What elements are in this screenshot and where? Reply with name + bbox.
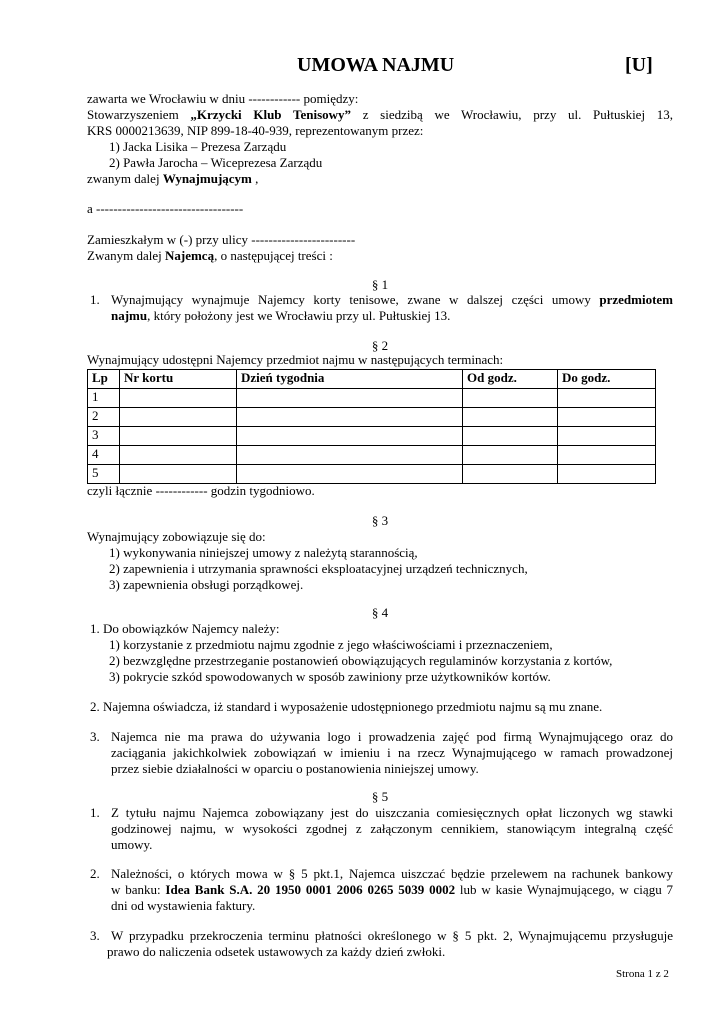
residence-line: Zamieszkałym w (-) przy ulicy ------------------------ xyxy=(87,232,356,247)
intro-line: Zwanym dalej Najemcą, o następującej treści : xyxy=(87,248,333,263)
page-number: Strona 1 z 2 xyxy=(616,968,669,980)
table-cell xyxy=(120,446,237,465)
paragraph-line: najmu, który położony jest we Wrocławiu przy ul. Pułtuskiej 13. xyxy=(111,308,451,323)
table-cell xyxy=(120,408,237,427)
document-title: UMOWA NAJMU xyxy=(297,54,455,76)
table-cell xyxy=(558,408,656,427)
table-row xyxy=(88,389,656,408)
table-cell: 3 xyxy=(88,427,120,446)
paragraph-line: W przypadku przekroczenia terminu płatności określonego w § 5 pkt. 2, Wynajmującemu przysługuje xyxy=(111,928,673,943)
table-cell xyxy=(120,465,237,484)
table-cell xyxy=(558,427,656,446)
list-item: 2) zapewnienia i utrzymania sprawności eksploatacyjnej urządzeń technicznych, xyxy=(109,561,528,576)
table-cell xyxy=(120,389,237,408)
intro-line: KRS 0000213639, NIP 899-18-40-939, reprezentowanym przez: xyxy=(87,123,424,138)
list-item: 3) zapewnienia obsługi porządkowej. xyxy=(109,577,304,592)
paragraph-line: przez siebie działalności w oparciu o postanowienia niniejszej umowy. xyxy=(111,761,479,776)
table-cell xyxy=(558,465,656,484)
table-row xyxy=(88,446,656,465)
paragraph-line: 1. Do obowiązków Najemcy należy: xyxy=(90,621,280,636)
table-cell xyxy=(463,446,558,465)
representative-item: 1) Jacka Lisika – Prezesa Zarządu xyxy=(109,139,287,154)
terms-table xyxy=(87,369,656,484)
table-cell xyxy=(463,408,558,427)
paragraph-number: 1. xyxy=(90,805,100,820)
paragraph-number: 3. xyxy=(90,729,100,744)
column-header: Od godz. xyxy=(463,370,558,389)
table-cell xyxy=(237,427,463,446)
paragraph-line: Wynajmujący zobowiązuje się do: xyxy=(87,529,266,544)
table-row xyxy=(88,465,656,484)
table-cell: 4 xyxy=(88,446,120,465)
paragraph-line: Należności, o których mowa w § 5 pkt.1, Najemca uiszczać będzie przelewem na rachunek bankowy xyxy=(111,866,673,881)
party-line: a ---------------------------------- xyxy=(87,201,244,216)
list-item: 2) bezwzględne przestrzeganie postanowień obowiązujących regulaminów korzystania z kortów, xyxy=(109,653,613,668)
list-item: 3) pokrycie szkód spowodowanych w sposób zawiniony prze użytkowników kortów. xyxy=(109,669,551,684)
list-item: 1) korzystanie z przedmiotu najmu zgodnie z jego właściwościami i przeznaczeniem, xyxy=(109,637,553,652)
section-heading: § 5 xyxy=(371,789,389,804)
list-item: 1) wykonywania niniejszej umowy z należytą starannością, xyxy=(109,545,418,560)
paragraph-number: 2. xyxy=(90,866,100,881)
representative-item: 2) Pawła Jarocha – Wiceprezesa Zarządu xyxy=(109,155,323,170)
table-row xyxy=(88,427,656,446)
column-header: Dzień tygodnia xyxy=(237,370,463,389)
paragraph-line: dni od wystawienia faktury. xyxy=(111,898,256,913)
paragraph-line: w banku: Idea Bank S.A. 20 1950 0001 2006 0265 5039 0002 lub w kasie Wynajmującego, w ciągu 7 xyxy=(111,882,674,897)
table-cell xyxy=(237,408,463,427)
table-row xyxy=(88,408,656,427)
table-cell xyxy=(237,389,463,408)
table-cell xyxy=(558,446,656,465)
paragraph-line: Wynajmujący wynajmuje Najemcy korty tenisowe, zwane w dalszej części umowy przedmiotem xyxy=(111,292,673,307)
paragraph-number: 1. xyxy=(90,292,100,307)
intro-line: zwanym dalej Wynajmującym , xyxy=(87,171,259,186)
document-marker: [U] xyxy=(625,54,653,76)
paragraph-line: prawo do naliczenia odsetek ustawowych za każdy dzień zwłoki. xyxy=(107,944,446,959)
table-cell: 5 xyxy=(88,465,120,484)
table-cell xyxy=(463,465,558,484)
section-heading: § 2 xyxy=(371,338,389,353)
paragraph-line: czyli łącznie ------------ godzin tygodniowo. xyxy=(87,483,315,498)
paragraph-line: zaciągania jakichkolwiek zobowiązań w imieniu i na rzecz Wynajmującego w ramach prowadzonej xyxy=(111,745,673,760)
paragraph-line: godzinowej najmu, w wysokości zgodnej z załączonym cennikiem, stanowiącym integralną część xyxy=(111,821,673,836)
table-cell xyxy=(463,427,558,446)
column-header: Nr kortu xyxy=(120,370,237,389)
paragraph-line: 2. Najemna oświadcza, iż standard i wyposażenie udostępnionego przedmiotu najmu są mu znane. xyxy=(90,699,603,714)
intro-line: Stowarzyszeniem „Krzycki Klub Tenisowy” z siedzibą we Wrocławiu, przy ul. Pułtuskiej 13, xyxy=(87,107,673,122)
paragraph-line: Najemca nie ma prawa do używania logo i prowadzenia zajęć pod firmą Wynajmującego oraz do xyxy=(111,729,673,744)
table-cell: 2 xyxy=(88,408,120,427)
paragraph-line: Wynajmujący udostępni Najemcy przedmiot najmu w następujących terminach: xyxy=(87,352,504,367)
table-header-row xyxy=(88,370,656,389)
table-cell xyxy=(237,465,463,484)
table-cell xyxy=(463,389,558,408)
section-heading: § 1 xyxy=(371,277,389,292)
intro-line: zawarta we Wrocławiu w dniu ------------ pomiędzy: xyxy=(87,91,359,106)
paragraph-line: Z tytułu najmu Najemca zobowiązany jest do uiszczania comiesięcznych opłat liczonych wg stawki xyxy=(111,805,673,820)
table-cell: 1 xyxy=(88,389,120,408)
paragraph-number: 3. xyxy=(90,928,100,943)
table-cell xyxy=(558,389,656,408)
paragraph-line: umowy. xyxy=(111,837,153,852)
bank-account: Idea Bank S.A. 20 1950 0001 2006 0265 5039 0002 xyxy=(165,882,456,897)
section-heading: § 4 xyxy=(371,605,389,620)
table-cell xyxy=(237,446,463,465)
column-header: Lp xyxy=(88,370,120,389)
section-heading: § 3 xyxy=(371,513,389,528)
table-cell xyxy=(120,427,237,446)
column-header: Do godz. xyxy=(558,370,656,389)
